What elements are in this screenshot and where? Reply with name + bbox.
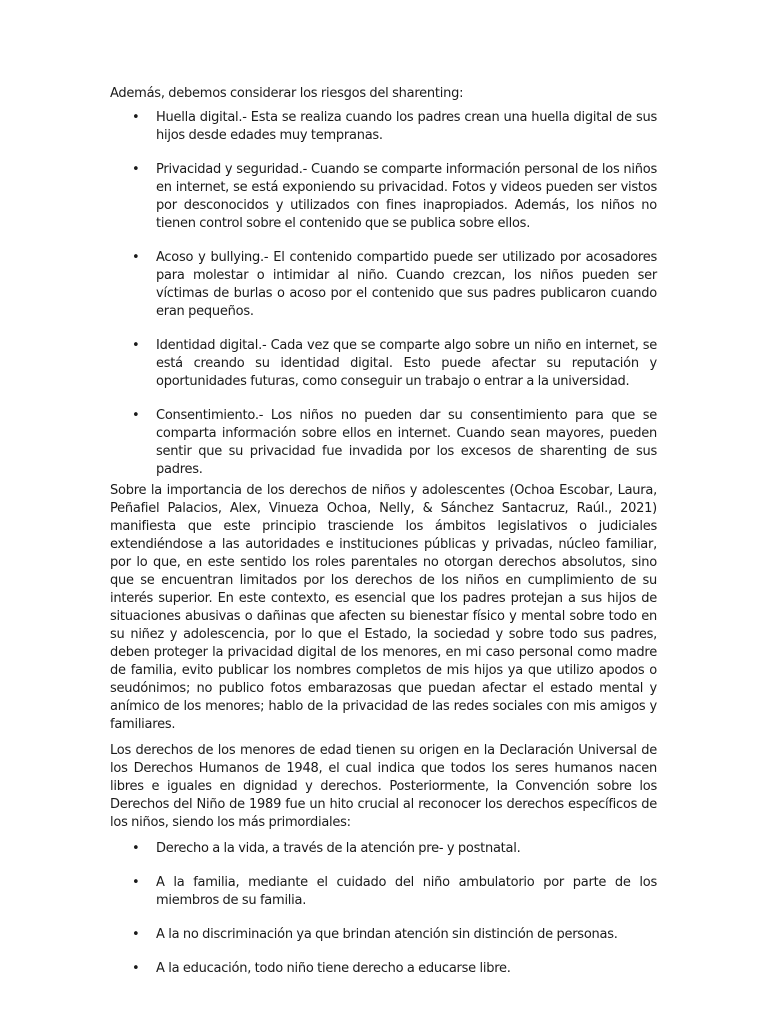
list-item: • A la no discriminación ya que brindan atención sin distinción de personas.: [132, 927, 618, 942]
list-item: • A la familia, mediante el cuidado del niño ambulatorio por parte de los miembros de su familia.: [132, 875, 657, 908]
bullet-icon: •: [132, 875, 140, 890]
intro-line: Además, debemos considerar los riesgos del sharenting:: [110, 86, 464, 101]
body-paragraph-rights-origin: Los derechos de los menores de edad tienen su origen en la Declaración Universal de los Derechos Humanos de 1948, el cual indica que todos los seres humanos nacen libres e iguales en dignidad y derechos. Posteriormente, la Convención sobre los Derechos del Niño de 1989 fue un hito crucial al reconocer los derechos específicos de los niños, siendo los más primordiales:: [110, 743, 657, 830]
list-item: • Identidad digital.- Cada vez que se comparte algo sobre un niño en internet, se está creando su identidad digital. Esto puede afectar su reputación y oportunidades futuras, como conseguir un trabajo o entrar a la universidad.: [132, 338, 657, 389]
bullet-icon: •: [132, 927, 140, 942]
bullet-icon: •: [132, 408, 140, 423]
rights-list: [110, 840, 657, 978]
bullet-icon: •: [132, 338, 140, 353]
list-item: • A la educación, todo niño tiene derecho a educarse libre.: [132, 961, 511, 976]
list-item: • Acoso y bullying.- El contenido compartido puede ser utilizado por acosadores para molestar o intimidar al niño. Cuando crezcan, los niños pueden ser víctimas de burlas o acoso por el contenido que sus padres publicaron cuando eran pequeños.: [132, 250, 657, 319]
document-page: [110, 85, 657, 981]
bullet-icon: •: [132, 961, 140, 976]
bullet-icon: •: [132, 841, 140, 856]
body-paragraph-rights-importance: Sobre la importancia de los derechos de niños y adolescentes (Ochoa Escobar, Laura, Peñafiel Palacios, Alex, Vinueza Ochoa, Nelly, & Sánchez Santacruz, Raúl., 2021) manifiesta que este principio trasciende los ámbitos legislativos o judiciales extendiéndose a las autoridades e instituciones públicas y privadas, núcleo familiar, por lo que, en este sentido los roles parentales no otorgan derechos absolutos, sino que se encuentran limitados por los derechos de los niños en cumplimiento de su interés superior. En este contexto, es esencial que los padres protejan a sus hijos de situaciones abusivas o dañinas que afecten su bienestar físico y mental sobre todo en su niñez y adolescencia, por lo que el Estado, la sociedad y sobre todo sus padres, deben proteger la privacidad digital de los menores, en mi caso personal como madre de familia, evito publicar los nombres completos de mis hijos ya que utilizo apodos o seudónimos; no publico fotos embarazosas que puedan afectar el estado mental y anímico de los menores; hablo de la privacidad de las redes sociales con mis amigos y familiares.: [110, 483, 657, 732]
bullet-icon: •: [132, 110, 140, 125]
list-item: • Derecho a la vida, a través de la atención pre- y postnatal.: [132, 841, 521, 856]
list-item: • Privacidad y seguridad.- Cuando se comparte información personal de los niños en internet, se está exponiendo su privacidad. Fotos y videos pueden ser vistos por desconocidos y utilizados con fines inapropiados. Además, los niños no tienen control sobre el contenido que se publica sobre ellos.: [132, 162, 657, 231]
list-item: • Huella digital.- Esta se realiza cuando los padres crean una huella digital de sus hijos desde edades muy tempranas.: [132, 110, 657, 143]
risks-list: [110, 109, 657, 479]
list-item: • Consentimiento.- Los niños no pueden dar su consentimiento para que se comparta información sobre ellos en internet. Cuando sean mayores, pueden sentir que su privacidad fue invadida por los excesos de sharenting de sus padres.: [132, 408, 657, 477]
bullet-icon: •: [132, 162, 140, 177]
bullet-icon: •: [132, 250, 140, 265]
